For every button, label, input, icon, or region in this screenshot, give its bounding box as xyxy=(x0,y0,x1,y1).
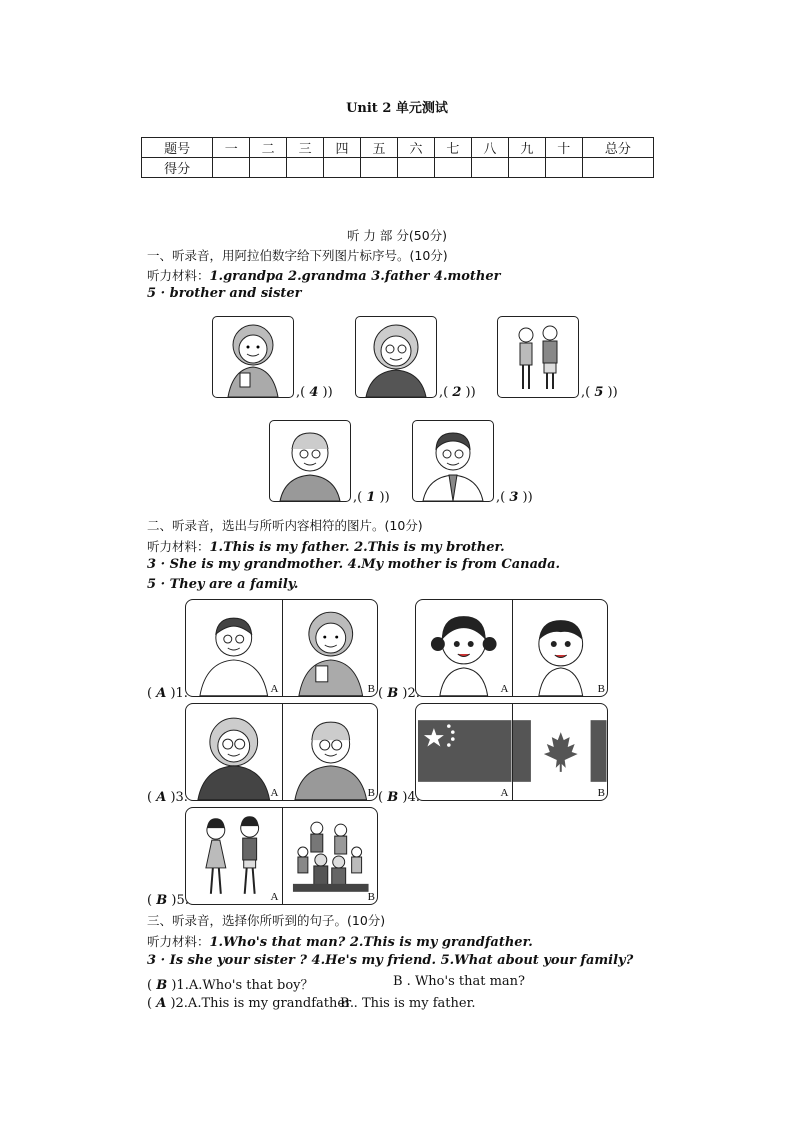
score-header-cell: 总分 xyxy=(582,138,653,158)
score-header-cell: 一 xyxy=(213,138,250,158)
s1-answer-2: ,( 2 )) xyxy=(439,385,476,400)
s2-q3-num: 3. xyxy=(175,790,188,805)
score-cell xyxy=(434,158,471,178)
score-header-cell: 八 xyxy=(471,138,508,158)
section2-instruction: 二、听录音，选出与所听内容相符的图片。(10分) xyxy=(147,518,423,533)
option-b-grandfather xyxy=(282,704,379,800)
material-text: 1.Who's that man? 2.This is my grandfather. xyxy=(209,935,533,950)
s2-q5-label: ( B )5. xyxy=(147,893,189,908)
score-value-row xyxy=(142,158,654,178)
option-b-boy xyxy=(512,600,609,696)
score-header-cell: 五 xyxy=(361,138,398,158)
s2-q5-num: 5. xyxy=(176,893,189,908)
page-title: Unit 2 单元测试 xyxy=(346,101,448,116)
s2-q2-pictures xyxy=(415,599,608,697)
s3-q1-option-b: B . Who's that man? xyxy=(393,974,526,989)
score-header-cell: 二 xyxy=(250,138,287,158)
s2-q4-num: 4. xyxy=(407,790,420,805)
score-cell xyxy=(508,158,545,178)
s1-answer-4: ,( 1 )) xyxy=(353,490,390,505)
s3-q1-option-a: )1.A.Who's that boy？ xyxy=(171,978,314,993)
material-text: 1.This is my father. 2.This is my brother. xyxy=(209,540,505,555)
option-a-tag: A xyxy=(270,683,279,695)
s2-q5-answer: B xyxy=(156,893,168,908)
s2-q2-answer: B xyxy=(387,686,399,701)
option-b-tag: B xyxy=(367,891,375,903)
section2-material-1 xyxy=(147,537,505,555)
picture-father xyxy=(412,420,494,502)
option-b-tag: B xyxy=(367,683,375,695)
score-header-cell: 四 xyxy=(324,138,361,158)
option-b-mother xyxy=(282,600,379,696)
score-header-cell: 三 xyxy=(287,138,324,158)
s3-q2: ( A )2.A.This is my grandfather. xyxy=(147,996,354,1011)
section1-material-2: 5 · brother and sister xyxy=(147,286,302,301)
score-cell xyxy=(213,158,250,178)
section1-instruction: 一、听录音，用阿拉伯数字给下列图片标序号。(10分) xyxy=(147,248,448,263)
s2-q4-label: ( B )4. xyxy=(378,790,420,805)
option-a-tag: A xyxy=(270,891,279,903)
s2-q3-label: ( A )3. xyxy=(147,790,188,805)
s3-q2-answer: A xyxy=(156,996,167,1011)
section2-material-2: 3 · She is my grandmother. 4.My mother is from Canada. xyxy=(147,557,561,572)
s1-answer-1: ,( 4 )) xyxy=(296,385,333,400)
s2-q3-pictures xyxy=(185,703,378,801)
picture-grandma xyxy=(355,316,437,398)
section1-material-1 xyxy=(147,266,500,284)
s1-answer-value: 2 xyxy=(452,385,462,400)
s3-q2-option-b: B . This is my father. xyxy=(340,996,476,1011)
s2-q1-num: 1. xyxy=(175,686,188,701)
score-header-row xyxy=(142,138,654,158)
s2-q1-answer: A xyxy=(156,686,167,701)
score-cell xyxy=(397,158,434,178)
option-b-tag: B xyxy=(597,683,605,695)
option-a-two-girls xyxy=(186,808,282,904)
score-cell xyxy=(545,158,582,178)
score-row-label: 得分 xyxy=(142,158,213,178)
score-cell xyxy=(287,158,324,178)
s2-q4-answer: B xyxy=(387,790,399,805)
s3-q1: ( B )1.A.Who's that boy？ xyxy=(147,978,314,993)
s1-answer-5: ,( 3 )) xyxy=(496,490,533,505)
score-header-cell: 九 xyxy=(508,138,545,158)
s2-q5-pictures xyxy=(185,807,378,905)
picture-mother xyxy=(212,316,294,398)
s2-q4-pictures xyxy=(415,703,608,801)
option-a-father xyxy=(186,600,282,696)
score-cell xyxy=(582,158,653,178)
s2-q2-label: ( B )2. xyxy=(378,686,420,701)
section2-material-3: 5 · They are a family. xyxy=(147,577,299,592)
option-b-tag: B xyxy=(597,787,605,799)
s1-answer-3: ,( 5 )) xyxy=(581,385,618,400)
score-header-cell: 六 xyxy=(397,138,434,158)
material-label: 听力材料： xyxy=(147,268,210,283)
section3-material-2: 3 · Is she your sister ? 4.He's my friend. 5.What about your family? xyxy=(147,953,634,968)
score-cell xyxy=(361,158,398,178)
s1-answer-value: 5 xyxy=(594,385,604,400)
option-a-tag: A xyxy=(500,787,509,799)
picture-grandpa xyxy=(269,420,351,502)
option-a-girl xyxy=(416,600,512,696)
material-text: 1.grandpa 2.grandma 3.father 4.mother xyxy=(209,269,501,284)
s2-q3-answer: A xyxy=(156,790,167,805)
score-header-cell: 十 xyxy=(545,138,582,158)
score-cell xyxy=(471,158,508,178)
picture-brother-and-sister xyxy=(497,316,579,398)
score-header-cell: 题号 xyxy=(142,138,213,158)
score-header-cell: 七 xyxy=(434,138,471,158)
option-a-tag: A xyxy=(500,683,509,695)
s3-q1-answer: B xyxy=(156,978,168,993)
option-b-tag: B xyxy=(367,787,375,799)
option-a-china-flag xyxy=(416,704,512,800)
listening-header: 听 力 部 分(50分) xyxy=(346,228,448,243)
score-cell xyxy=(250,158,287,178)
option-a-tag: A xyxy=(270,787,279,799)
s1-answer-value: 4 xyxy=(309,385,319,400)
s3-q2-option-a: )2.A.This is my grandfather. xyxy=(170,996,354,1011)
option-b-family xyxy=(282,808,379,904)
score-cell xyxy=(324,158,361,178)
s1-answer-value: 1 xyxy=(366,490,376,505)
material-label: 听力材料： xyxy=(147,934,210,949)
s1-answer-value: 3 xyxy=(509,490,519,505)
s2-q1-label: ( A )1. xyxy=(147,686,188,701)
s2-q1-pictures xyxy=(185,599,378,697)
option-b-canada-flag xyxy=(512,704,609,800)
section3-instruction: 三、听录音，选择你所听到的句子。(10分) xyxy=(147,913,386,928)
s2-q2-num: 2. xyxy=(407,686,420,701)
material-label: 听力材料： xyxy=(147,539,210,554)
section3-material-1 xyxy=(147,932,533,950)
score-table xyxy=(141,137,654,178)
option-a-grandmother xyxy=(186,704,282,800)
